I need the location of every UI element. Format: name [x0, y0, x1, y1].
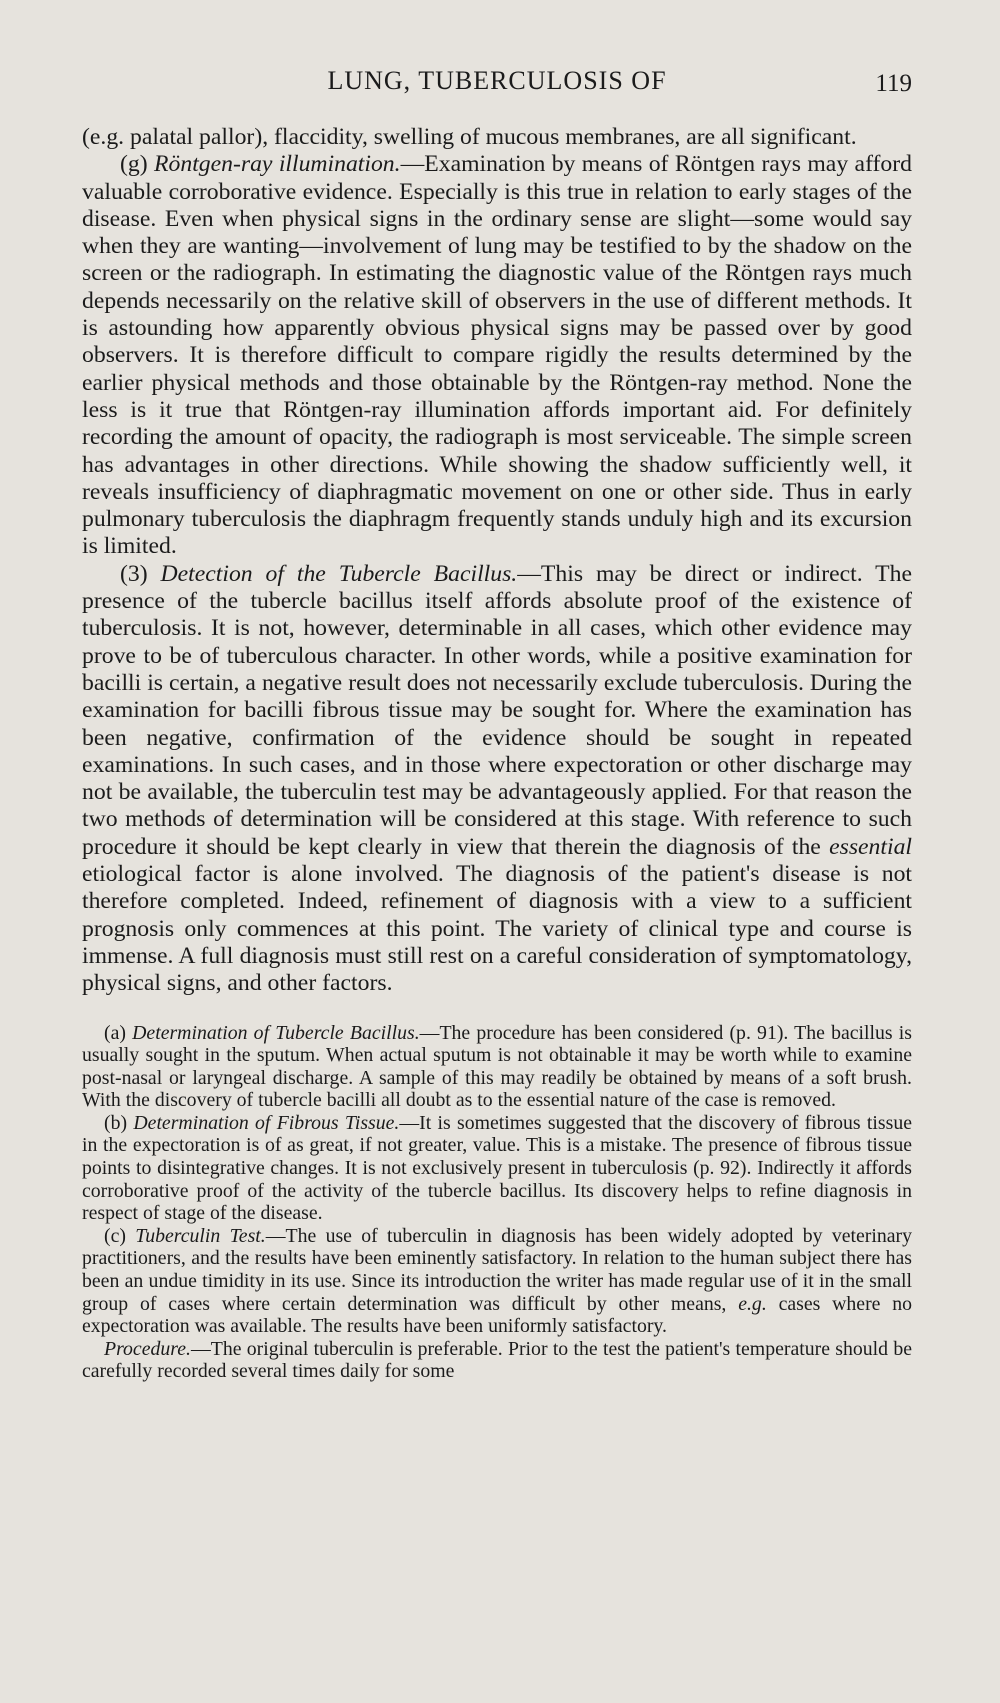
- section-label: (g): [120, 151, 148, 178]
- paragraph-tubercle-bacillus: [82, 561, 912, 998]
- note-text: cases where no expectoration was available. The results have been uniformly satisfactory.: [82, 1292, 913, 1338]
- section-heading: Röntgen-ray illumination.: [154, 151, 401, 178]
- note-text: —The procedure has been considered (p. 91). The bacillus is usually sought in the sputum. When actual sputum is not obtainable it may be worth while to examine post-nasal or laryngeal discharge. A sample of this may readily be obtained by means of a soft brush. With the discovery of tubercle bacilli all doubt as to the essential nature of the case is removed.: [82, 1021, 912, 1112]
- note-heading: Determination of Tubercle Bacillus.: [132, 1021, 420, 1044]
- note-text: —The original tuberculin is preferable. Prior to the test the patient's temperature should be carefully recorded several times daily for some: [82, 1337, 912, 1383]
- note-label: (c): [104, 1224, 126, 1247]
- note-label: (b): [104, 1111, 128, 1134]
- note-label: (a): [104, 1021, 126, 1044]
- note-heading: Tuberculin Test.: [135, 1224, 266, 1247]
- note-tubercle-bacillus: [82, 1022, 912, 1112]
- note-text: —It is sometimes suggested that the discovery of fibrous tissue in the expectoration is of as great, if not greater, value. This is a mistake. The presence of fibrous tissue points to disintegrative changes. It is not exclusively present in tuberculosis (p. 92). Indirectly it affords corroborative proof of the activity of the tubercle bacillus. Its discovery helps to refine diagnosis in respect of stage of the disease.: [82, 1111, 912, 1225]
- note-fibrous-tissue: [82, 1112, 912, 1225]
- paragraph-text: —Examination by means of Röntgen rays may afford valuable corroborative evidence. Especially is this true in relation to early stages of the disease. Even when physical signs in the ordinary sense are slight—some would say when they are wanting—involvement of lung may be testified to by the shadow on the screen or the radiograph. In estimating the diagnostic value of the Röntgen rays much depends necessarily on the relative skill of observers in the use of different methods. It is astounding how apparently obvious physical signs may be passed over by good observers. It is therefore difficult to compare rigidly the results determined by the earlier physical methods and those obtainable by the Röntgen-ray method. None the less is it true that Röntgen-ray illumination affords important aid. For definitely recording the amount of opacity, the radiograph is most serviceable. The simple screen has advantages in other directions. While showing the shadow sufficiently well, it reveals insufficiency of diaphragmatic movement on one or other side. Thus in early pulmonary tuberculosis the diaphragm frequently stands unduly high and its excursion is limited.: [82, 151, 912, 560]
- note-tuberculin-test: [82, 1225, 912, 1338]
- emphasis: essential: [829, 833, 912, 860]
- abbreviation: e.g.: [738, 1292, 767, 1315]
- note-procedure: [82, 1338, 912, 1383]
- paragraph-text: —This may be direct or indirect. The presence of the tubercle bacillus itself affords absolute proof of the existence of tuberculosis. It is not, however, determinable in all cases, which other evidence may prove to be of tuberculous character. In other words, while a positive examination for bacilli is certain, a negative result does not necessarily exclude tuberculosis. During the examination for bacilli fibrous tissue may be sought for. Where the examination has been negative, confirmation of the evidence should be sought in repeated examinations. In such cases, and in those where expectoration or other discharge may not be available, the tuberculin test may be advantageously applied. For that reason the two methods of determination will be considered at this stage. With reference to such procedure it should be kept clearly in view that therein the diagnosis of the: [82, 560, 912, 860]
- paragraph-rontgen: [82, 151, 912, 560]
- paragraph-text: etiological factor is alone involved. The diagnosis of the patient's disease is not therefore completed. Indeed, refinement of diagnosis with a view to a sufficient prognosis only commences at this point. The variety of clinical type and course is immense. A full diagnosis must still rest on a careful consideration of symptomatology, physical signs, and other factors.: [82, 861, 912, 997]
- paragraph-continuation: (e.g. palatal pallor), flaccidity, swelling of mucous membranes, are all significant.: [82, 124, 857, 150]
- note-text: —The use of tuberculin in diagnosis has been widely adopted by veterinary practitioners, and the results have been eminently satisfactory. In relation to the human subject there has been an undue timidity in its use. Since its introduction the writer has made regular use of it in the small group of cases where certain determination was difficult by other means,: [82, 1224, 913, 1315]
- note-heading: Determination of Fibrous Tissue.: [133, 1111, 400, 1134]
- small-print-notes: [82, 1022, 912, 1384]
- page-number: 119: [875, 70, 912, 97]
- section-label: (3): [120, 560, 148, 587]
- running-head-title: LUNG, TUBERCULOSIS OF: [327, 66, 667, 95]
- main-text: [82, 124, 912, 998]
- running-head: [82, 60, 912, 110]
- section-heading: Detection of the Tubercle Bacillus.: [160, 560, 518, 587]
- note-heading: Procedure.: [104, 1337, 191, 1360]
